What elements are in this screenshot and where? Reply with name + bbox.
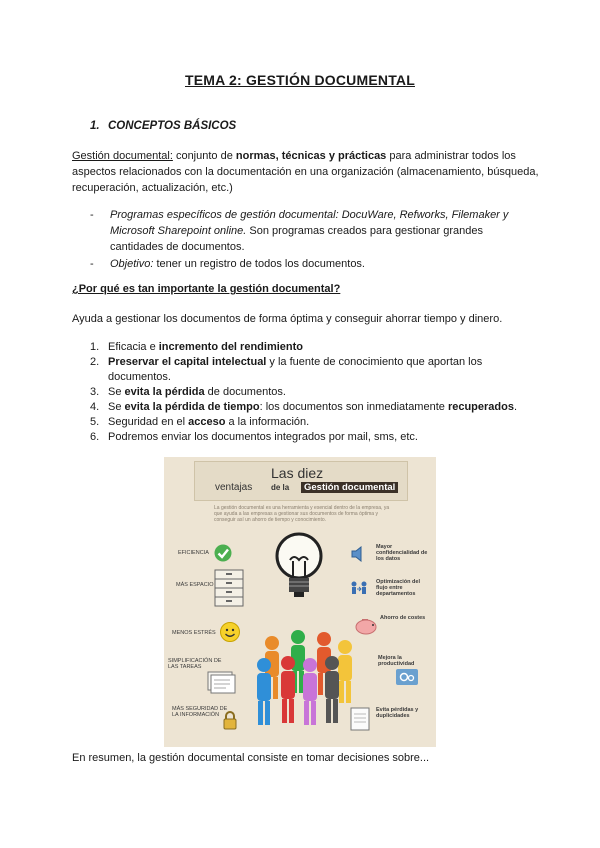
people-group-illustration xyxy=(252,607,362,737)
list-item xyxy=(90,340,530,355)
list-text: Eficacia e xyxy=(108,341,159,353)
list-item xyxy=(90,400,530,415)
list-item xyxy=(90,430,530,445)
dash-item: - Programas específicos de gestión documental: DocuWare, Refworks, Filemaker y Microsoft Sharepoint online. Son programas creados para gestionar grandes cantidades de documentos. xyxy=(90,209,509,253)
dash-list xyxy=(90,207,530,273)
definition-text-after: para administrar todos los aspectos relacionados con la documentación en una organización (almacenamiento, búsqueda, recuperación, actualización, etc.) xyxy=(72,150,539,194)
section-heading xyxy=(90,120,236,132)
list-bold: Preservar el capital intelectual xyxy=(108,356,267,368)
dash-item-text: tener un registro de todos los documentos. xyxy=(153,258,365,270)
dash-item-italic: Programas específicos de gestión documental: DocuWare, Refworks, Filemaker y Microsoft Sharepoint online. xyxy=(110,209,509,237)
list-number: 6. xyxy=(90,431,100,443)
speaker-icon xyxy=(350,546,366,562)
gears-icon xyxy=(396,669,418,685)
list-bold: evita la pérdida de tiempo xyxy=(124,401,260,413)
list-number: 1. xyxy=(90,341,100,353)
summary-paragraph: En resumen, la gestión documental consiste en tomar decisiones sobre... xyxy=(72,752,430,764)
documents-stack-icon xyxy=(204,670,236,694)
list-number: 5. xyxy=(90,416,100,428)
document-title: TEMA 2: GESTIÓN DOCUMENTAL xyxy=(185,72,415,88)
padlock-icon xyxy=(222,710,238,730)
departments-flow-icon xyxy=(350,580,368,596)
lightbulb-icon xyxy=(272,530,326,604)
section-heading-text: CONCEPTOS BÁSICOS xyxy=(108,120,237,132)
reasons-list xyxy=(90,340,530,445)
right-label-ahorro: Ahorro de costes xyxy=(380,615,426,621)
list-bold: incremento del rendimiento xyxy=(158,341,303,353)
infographic-intro: La gestión documental es una herramienta y esencial dentro de la empresa, ya que ayuda a las empresas a gestionar sus documentos de forma óptima y conseguir así un ahorro de tiempo y conocimiento. xyxy=(214,505,390,523)
section-number: 1. xyxy=(90,120,100,132)
list-text: y la fuente de conocimiento que aportan los documentos. xyxy=(108,356,483,383)
left-label-mas-espacio: MÁS ESPACIO xyxy=(176,582,214,588)
list-number: 3. xyxy=(90,386,100,398)
infographic-title-strong: Gestión documental xyxy=(301,482,398,493)
right-label-evita-perdidas: Evita pérdidas y duplicidades xyxy=(376,707,419,719)
list-text: Se xyxy=(108,401,125,413)
list-text: : los documentos son inmediatamente xyxy=(259,401,448,413)
list-number: 2. xyxy=(90,356,100,368)
right-label-confidencialidad: Mayor confidencialidad de los datos xyxy=(376,544,428,562)
infographic-title-de: de la xyxy=(271,483,290,492)
list-text: de documentos. xyxy=(204,386,286,398)
check-icon xyxy=(214,544,232,562)
piggy-bank-icon xyxy=(354,617,378,635)
infographic-title-line1: Las diez xyxy=(271,465,324,481)
list-text: Podremos enviar los documentos integrados por mail, sms, etc. xyxy=(108,431,418,443)
definition-term: Gestión documental: xyxy=(72,150,173,162)
list-bold: acceso xyxy=(188,416,226,428)
list-text: Seguridad en el xyxy=(108,416,189,428)
left-label-mas-seguridad: MÁS SEGURIDAD DE LA INFORMACIÓN xyxy=(172,706,228,718)
list-number: 4. xyxy=(90,401,100,413)
right-label-optimizacion: Optimización del flujo entre departamentos xyxy=(376,579,421,597)
definition-bold: normas, técnicas y prácticas xyxy=(235,150,387,162)
list-item xyxy=(90,355,530,385)
list-item xyxy=(90,385,530,400)
file-cabinet-icon xyxy=(214,569,244,607)
right-label-productividad: Mejora la productividad xyxy=(378,655,415,667)
question-heading: ¿Por qué es tan importante la gestión documental? xyxy=(72,283,341,295)
list-text: Se xyxy=(108,386,125,398)
smiley-icon xyxy=(220,622,240,642)
list-bold: evita la pérdida xyxy=(124,386,205,398)
left-label-menos-estres: MENOS ESTRÉS xyxy=(172,630,216,636)
list-text: a la información. xyxy=(225,416,310,428)
document-icon xyxy=(350,707,370,731)
left-label-simplificacion: SIMPLIFICACIÓN DE LAS TAREAS xyxy=(168,658,222,670)
list-bold: recuperados xyxy=(447,401,514,413)
answer-paragraph: Ayuda a gestionar los documentos de forma óptima y conseguir ahorrar tiempo y dinero. xyxy=(72,313,503,325)
infographic xyxy=(164,457,436,747)
list-item xyxy=(90,415,530,430)
list-text: . xyxy=(513,401,518,413)
dash-item-text: Son programas creados para gestionar grandes cantidades de documentos. xyxy=(110,225,483,253)
definition-paragraph xyxy=(72,148,542,196)
dash-item-italic: Objetivo: xyxy=(110,258,154,270)
infographic-header xyxy=(194,461,408,501)
definition-text: conjunto de xyxy=(172,150,236,162)
left-label-eficiencia: EFICIENCIA xyxy=(178,550,209,556)
dash-item: - Objetivo: tener un registro de todos los documentos. xyxy=(90,258,365,270)
infographic-title-line2: ventajas xyxy=(215,482,253,493)
